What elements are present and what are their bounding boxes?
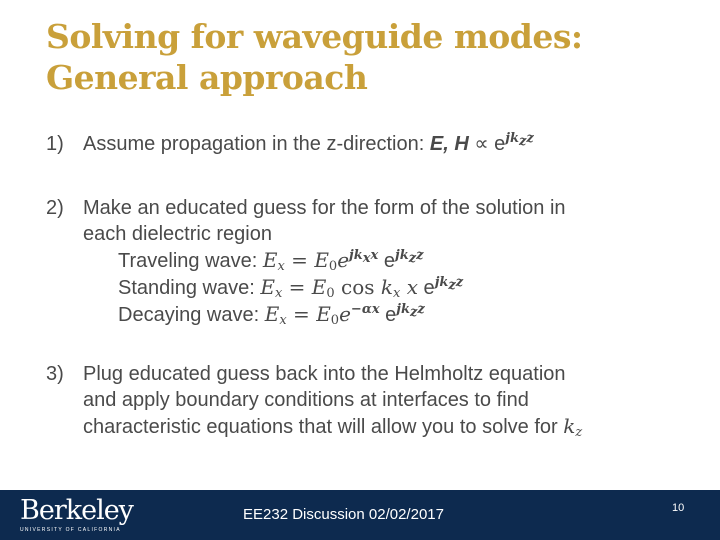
math-sub: x [279,313,287,328]
math-sub: x [277,259,285,274]
item-line: Plug educated guess back into the Helmholtz equation [83,363,566,385]
equals-sign: = [286,302,317,326]
sub-label: Traveling wave: [118,250,263,272]
math-sub: z [575,425,583,440]
exp-tail: z [455,275,464,290]
sub-label: Standing wave: [118,277,261,299]
exp-text: −αx [350,302,380,317]
page-number: 10 [672,502,685,514]
standing-wave-line [83,274,643,301]
footer-text: EE232 Discussion 02/02/2017 [243,506,444,523]
exp-text: jk [349,248,363,263]
exp-sub: x [362,251,371,266]
math-sub: 0 [330,313,340,328]
math-sub: x [274,286,283,301]
item-body [83,361,643,440]
math-var: E [264,302,280,326]
math-e: e [379,304,397,326]
footer-bar [0,490,720,540]
exp-tail: z [417,302,425,317]
exp-text: jk [505,131,520,146]
item-body [83,131,643,157]
traveling-wave-line [83,247,643,274]
exp-text: jk [434,275,449,290]
exp-tail: z [416,248,424,263]
item-body [83,195,643,328]
math-sub: 0 [328,259,338,274]
item-line: and apply boundary conditions at interfaces to find [83,389,529,411]
math-var: E [314,248,329,272]
math-sub: 0 [326,286,335,301]
exp-text: jk [396,302,410,317]
exponent [351,302,380,317]
cos-function: cos [334,275,381,299]
math-var: k [563,414,576,438]
item-line [83,413,643,440]
exponent [394,248,424,266]
item-line: Make an educated guess for the form of the solution in [83,197,566,219]
slide-title [46,16,686,98]
list-item-3 [46,361,643,440]
math-var: E [262,248,278,272]
proportional-e: ∝ e [468,133,506,155]
math-var: x [400,275,418,299]
math-var: E [311,275,327,299]
equals-sign: = [282,275,312,299]
exponent [396,302,425,320]
decaying-wave-line [83,301,643,328]
math-var: E [316,302,331,326]
item-number: 2) [46,197,64,219]
math-e: e [418,277,435,299]
list-item-1 [46,131,643,157]
title-line-2: General approach [46,58,368,97]
exponent [434,275,464,293]
exp-sub: z [519,134,527,149]
exponent [505,131,534,149]
logo-subtitle: UNIVERSITY OF CALIFORNIA [20,527,121,533]
item-text: Assume propagation in the z-direction: [83,133,430,155]
list-item-2 [46,195,643,328]
title-line-1: Solving for waveguide modes: [46,17,583,56]
item-number: 1) [46,133,64,155]
math-e: e [339,302,351,326]
equals-sign: = [284,248,315,272]
exp-tail: x [370,248,379,263]
item-line: each dielectric region [83,223,272,245]
math-sub: x [393,286,401,301]
exp-sub: z [409,305,418,320]
math-var: E [260,275,275,299]
logo-wordmark: Berkeley [20,495,133,526]
exp-text: jk [394,248,409,263]
math-e: e [378,250,395,272]
math-e: e [337,248,350,272]
item-text: characteristic equations that will allow you to solve for [83,416,564,438]
exp-tail: z [526,131,534,146]
exp-sub: z [408,251,417,266]
math-var: k [380,275,394,299]
exponent [349,248,379,266]
exp-sub: z [448,278,456,293]
item-number: 3) [46,363,64,385]
fields-symbol: E, H [429,133,469,155]
sub-label: Decaying wave: [118,304,265,326]
berkeley-logo [14,495,133,534]
